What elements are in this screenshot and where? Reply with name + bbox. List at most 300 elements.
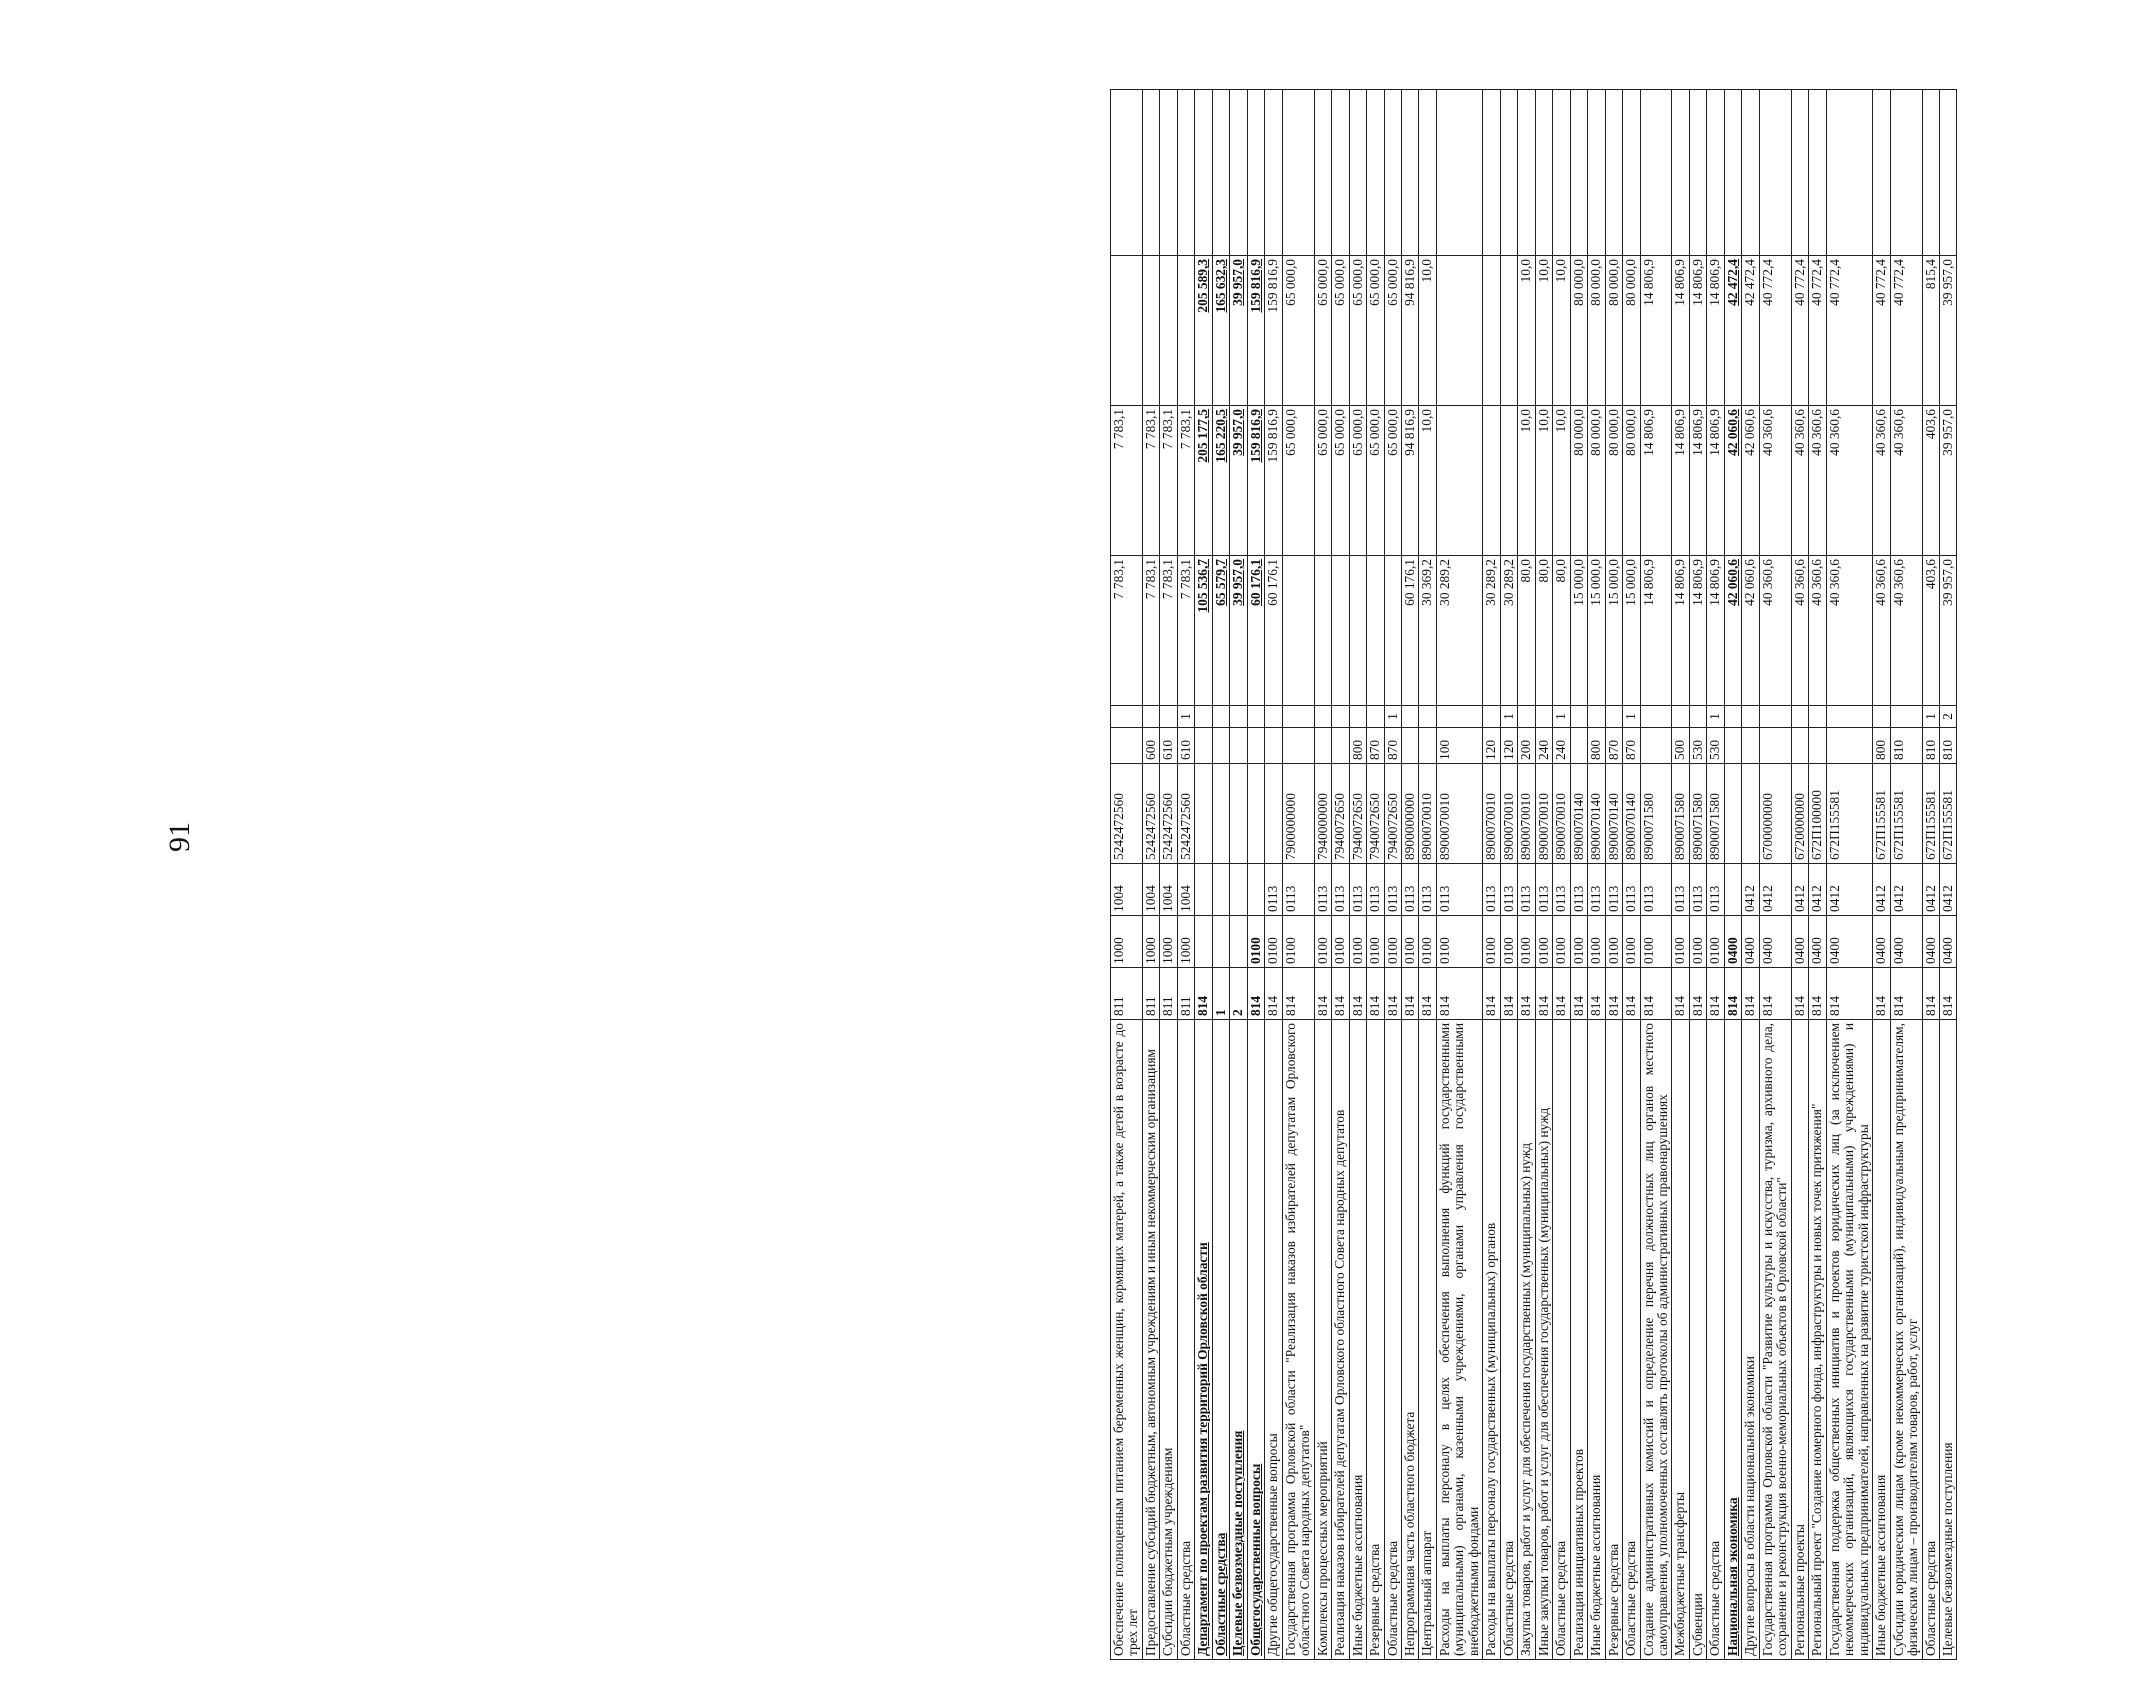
- section-code: 0100: [1623, 916, 1640, 968]
- amount-extra: [1588, 90, 1605, 256]
- source-code: 1: [1707, 706, 1724, 728]
- expense-type-code: [1570, 728, 1587, 764]
- subsection-code: 0113: [1623, 864, 1640, 916]
- amount-year-2: 205 177,5: [1195, 406, 1212, 556]
- amount-year-1: 80,0: [1553, 556, 1570, 706]
- table-row: [1142, 90, 1159, 1660]
- row-name: Закупка товаров, работ и услуг для обеспечения государственных (муниципальных) нужд: [1518, 1020, 1535, 1660]
- section-code: 0100: [1535, 916, 1552, 968]
- row-name: Расходы на выплаты персоналу государственных (муниципальных) органов: [1483, 1020, 1500, 1660]
- expense-type-code: [1332, 728, 1349, 764]
- source-code: [1759, 706, 1791, 728]
- source-code: 1: [1922, 706, 1939, 728]
- section-code: 0100: [1332, 916, 1349, 968]
- grbs-code: 1: [1212, 968, 1229, 1020]
- target-article-code: [1742, 764, 1759, 864]
- grbs-code: 814: [1247, 968, 1264, 1020]
- table-row: [1570, 90, 1587, 1660]
- amount-year-1: 15 000,0: [1605, 556, 1622, 706]
- section-code: 0100: [1419, 916, 1436, 968]
- section-code: 0400: [1922, 916, 1939, 968]
- amount-year-3: 40 772,4: [1809, 256, 1826, 406]
- amount-year-2: 42 060,6: [1724, 406, 1741, 556]
- grbs-code: 814: [1436, 968, 1482, 1020]
- amount-year-1: 42 060,6: [1742, 556, 1759, 706]
- amount-extra: [1111, 90, 1143, 256]
- subsection-code: 0412: [1742, 864, 1759, 916]
- expense-type-code: [1230, 728, 1247, 764]
- section-code: 0100: [1672, 916, 1689, 968]
- expense-type-code: [1724, 728, 1741, 764]
- expense-type-code: 120: [1483, 728, 1500, 764]
- grbs-code: 814: [1332, 968, 1349, 1020]
- grbs-code: 814: [1265, 968, 1282, 1020]
- target-article-code: [1230, 764, 1247, 864]
- amount-year-3: 40 772,4: [1890, 256, 1922, 406]
- amount-year-3: 14 806,9: [1672, 256, 1689, 406]
- grbs-code: 814: [1314, 968, 1331, 1020]
- amount-extra: [1724, 90, 1741, 256]
- target-article-code: [1724, 764, 1741, 864]
- amount-year-1: 30 289,2: [1483, 556, 1500, 706]
- subsection-code: 0113: [1419, 864, 1436, 916]
- grbs-code: 814: [1922, 968, 1939, 1020]
- table-row: [1742, 90, 1759, 1660]
- amount-year-1: [1384, 556, 1401, 706]
- amount-year-3: 14 806,9: [1640, 256, 1672, 406]
- target-article-code: 8900070010: [1436, 764, 1482, 864]
- amount-year-2: 7 783,1: [1160, 406, 1177, 556]
- target-article-code: 672П155581: [1826, 764, 1872, 864]
- expense-type-code: [1212, 728, 1229, 764]
- source-code: [1212, 706, 1229, 728]
- amount-year-3: 40 772,4: [1791, 256, 1808, 406]
- amount-year-2: 159 816,9: [1265, 406, 1282, 556]
- subsection-code: 0113: [1483, 864, 1500, 916]
- expense-type-code: [1401, 728, 1418, 764]
- row-name: Областные средства: [1623, 1020, 1640, 1660]
- subsection-code: 0113: [1265, 864, 1282, 916]
- table-row: [1332, 90, 1349, 1660]
- row-name: Субвенции: [1689, 1020, 1706, 1660]
- section-code: 0100: [1570, 916, 1587, 968]
- expense-type-code: [1282, 728, 1314, 764]
- table-row: [1367, 90, 1384, 1660]
- section-code: 0400: [1724, 916, 1741, 968]
- target-article-code: [1212, 764, 1229, 864]
- section-code: 0100: [1640, 916, 1672, 968]
- amount-year-1: 40 360,6: [1791, 556, 1808, 706]
- grbs-code: 814: [1623, 968, 1640, 1020]
- budget-table-body: [1111, 90, 1957, 1660]
- row-name: Другие вопросы в области национальной экономики: [1742, 1020, 1759, 1660]
- target-article-code: 7940000000: [1314, 764, 1331, 864]
- source-code: [1401, 706, 1418, 728]
- amount-extra: [1672, 90, 1689, 256]
- expense-type-code: 240: [1535, 728, 1552, 764]
- amount-year-1: 30 289,2: [1436, 556, 1482, 706]
- subsection-code: [1230, 864, 1247, 916]
- table-row: [1384, 90, 1401, 1660]
- amount-year-2: 14 806,9: [1672, 406, 1689, 556]
- amount-year-1: [1282, 556, 1314, 706]
- amount-year-2: 65 000,0: [1367, 406, 1384, 556]
- source-code: 2: [1939, 706, 1956, 728]
- amount-extra: [1809, 90, 1826, 256]
- target-article-code: 672П155581: [1890, 764, 1922, 864]
- amount-year-3: 159 816,9: [1265, 256, 1282, 406]
- expense-type-code: 610: [1160, 728, 1177, 764]
- amount-year-3: 65 000,0: [1349, 256, 1366, 406]
- amount-extra: [1367, 90, 1384, 256]
- section-code: 0100: [1689, 916, 1706, 968]
- subsection-code: 0113: [1640, 864, 1672, 916]
- amount-year-3: 14 806,9: [1689, 256, 1706, 406]
- section-code: 0100: [1707, 916, 1724, 968]
- target-article-code: 8900070140: [1588, 764, 1605, 864]
- amount-extra: [1922, 90, 1939, 256]
- amount-year-2: 14 806,9: [1689, 406, 1706, 556]
- section-code: 0400: [1873, 916, 1890, 968]
- section-code: 0100: [1605, 916, 1622, 968]
- row-name: Непрограммная часть областного бюджета: [1401, 1020, 1418, 1660]
- target-article-code: 8900000000: [1401, 764, 1418, 864]
- amount-extra: [1247, 90, 1264, 256]
- amount-year-2: [1483, 406, 1500, 556]
- amount-extra: [1939, 90, 1956, 256]
- subsection-code: [1724, 864, 1741, 916]
- grbs-code: 814: [1707, 968, 1724, 1020]
- table-row: [1724, 90, 1741, 1660]
- grbs-code: 814: [1195, 968, 1212, 1020]
- expense-type-code: [1247, 728, 1264, 764]
- source-code: [1791, 706, 1808, 728]
- expense-type-code: [1791, 728, 1808, 764]
- section-code: 0100: [1265, 916, 1282, 968]
- amount-year-1: 40 360,6: [1890, 556, 1922, 706]
- source-code: [1588, 706, 1605, 728]
- subsection-code: 0113: [1672, 864, 1689, 916]
- source-code: [1640, 706, 1672, 728]
- amount-year-2: 159 816,9: [1247, 406, 1264, 556]
- amount-year-3: 40 772,4: [1873, 256, 1890, 406]
- amount-year-2: 42 060,6: [1742, 406, 1759, 556]
- amount-year-1: 15 000,0: [1623, 556, 1640, 706]
- amount-year-2: 80 000,0: [1605, 406, 1622, 556]
- subsection-code: 0113: [1689, 864, 1706, 916]
- expense-type-code: 100: [1436, 728, 1482, 764]
- amount-year-2: 10,0: [1419, 406, 1436, 556]
- grbs-code: 814: [1535, 968, 1552, 1020]
- row-name: Субсидии юридическим лицам (кроме некоммерческих организаций), индивидуальным предпринимателям, физическим лицам – производителям товаров, работ, услуг: [1890, 1020, 1922, 1660]
- amount-year-3: 10,0: [1535, 256, 1552, 406]
- table-row: [1605, 90, 1622, 1660]
- table-row: [1890, 90, 1922, 1660]
- amount-year-3: [1160, 256, 1177, 406]
- amount-year-2: 40 360,6: [1791, 406, 1808, 556]
- source-code: [1826, 706, 1872, 728]
- row-name: Центральный аппарат: [1419, 1020, 1436, 1660]
- expense-type-code: [1195, 728, 1212, 764]
- amount-extra: [1640, 90, 1672, 256]
- section-code: 0400: [1791, 916, 1808, 968]
- source-code: 1: [1623, 706, 1640, 728]
- section-code: 0100: [1518, 916, 1535, 968]
- amount-extra: [1873, 90, 1890, 256]
- subsection-code: 0412: [1890, 864, 1922, 916]
- expense-type-code: 530: [1707, 728, 1724, 764]
- subsection-code: 0412: [1791, 864, 1808, 916]
- amount-year-3: 65 000,0: [1332, 256, 1349, 406]
- grbs-code: 814: [1384, 968, 1401, 1020]
- amount-year-2: 80 000,0: [1570, 406, 1587, 556]
- expense-type-code: 800: [1588, 728, 1605, 764]
- amount-year-2: 40 360,6: [1890, 406, 1922, 556]
- subsection-code: 0113: [1314, 864, 1331, 916]
- amount-extra: [1707, 90, 1724, 256]
- grbs-code: 814: [1873, 968, 1890, 1020]
- row-name: Резервные средства: [1605, 1020, 1622, 1660]
- table-row: [1483, 90, 1500, 1660]
- amount-year-3: 10,0: [1553, 256, 1570, 406]
- target-article-code: 8900070010: [1553, 764, 1570, 864]
- target-article-code: [1265, 764, 1282, 864]
- grbs-code: 814: [1419, 968, 1436, 1020]
- row-name: Обеспечение полноценным питанием беременных женщин, кормящих матерей, а также детей в возрасте до трех лет: [1111, 1020, 1143, 1660]
- amount-year-3: 65 000,0: [1384, 256, 1401, 406]
- expense-type-code: [1419, 728, 1436, 764]
- amount-year-3: [1142, 256, 1159, 406]
- amount-year-1: 15 000,0: [1588, 556, 1605, 706]
- table-row: [1314, 90, 1331, 1660]
- amount-year-3: 80 000,0: [1570, 256, 1587, 406]
- grbs-code: 814: [1570, 968, 1587, 1020]
- table-row: [1419, 90, 1436, 1660]
- grbs-code: 814: [1605, 968, 1622, 1020]
- row-name: Департамент по проектам развития территорий Орловской области: [1195, 1020, 1212, 1660]
- source-code: [1332, 706, 1349, 728]
- table-row: [1401, 90, 1418, 1660]
- subsection-code: 0113: [1367, 864, 1384, 916]
- row-name: Областные средства: [1707, 1020, 1724, 1660]
- amount-year-3: [1111, 256, 1143, 406]
- amount-extra: [1212, 90, 1229, 256]
- section-code: 0100: [1483, 916, 1500, 968]
- section-code: 0100: [1384, 916, 1401, 968]
- grbs-code: 814: [1500, 968, 1517, 1020]
- target-article-code: 7900000000: [1282, 764, 1314, 864]
- amount-year-1: 60 176,1: [1265, 556, 1282, 706]
- amount-extra: [1177, 90, 1194, 256]
- section-code: 0100: [1247, 916, 1264, 968]
- amount-year-3: 80 000,0: [1623, 256, 1640, 406]
- section-code: 0100: [1401, 916, 1418, 968]
- section-code: [1212, 916, 1229, 968]
- amount-year-2: 7 783,1: [1142, 406, 1159, 556]
- amount-extra: [1518, 90, 1535, 256]
- amount-extra: [1623, 90, 1640, 256]
- expense-type-code: 870: [1623, 728, 1640, 764]
- amount-year-2: 65 000,0: [1332, 406, 1349, 556]
- section-code: 1000: [1177, 916, 1194, 968]
- expense-type-code: 870: [1384, 728, 1401, 764]
- amount-year-2: 7 783,1: [1111, 406, 1143, 556]
- expense-type-code: [1809, 728, 1826, 764]
- target-article-code: 5242472560: [1142, 764, 1159, 864]
- amount-year-1: 7 783,1: [1177, 556, 1194, 706]
- amount-year-1: 403,6: [1922, 556, 1939, 706]
- expense-type-code: 610: [1177, 728, 1194, 764]
- source-code: [1367, 706, 1384, 728]
- source-code: [1230, 706, 1247, 728]
- subsection-code: 0113: [1707, 864, 1724, 916]
- amount-year-2: 39 957,0: [1939, 406, 1956, 556]
- row-name: Государственная программа Орловской области "Реализация наказов избирателей депутатам Орловского областного Совета народных депутатов": [1282, 1020, 1314, 1660]
- subsection-code: 0113: [1282, 864, 1314, 916]
- amount-year-3: 80 000,0: [1605, 256, 1622, 406]
- section-code: 1000: [1142, 916, 1159, 968]
- expense-type-code: [1742, 728, 1759, 764]
- amount-year-3: [1500, 256, 1517, 406]
- amount-year-2: 10,0: [1535, 406, 1552, 556]
- amount-extra: [1349, 90, 1366, 256]
- amount-year-1: [1349, 556, 1366, 706]
- amount-year-3: 80 000,0: [1588, 256, 1605, 406]
- expense-type-code: 200: [1518, 728, 1535, 764]
- expense-type-code: [1265, 728, 1282, 764]
- source-code: [1436, 706, 1482, 728]
- amount-year-3: 159 816,9: [1247, 256, 1264, 406]
- source-code: [1570, 706, 1587, 728]
- table-row: [1588, 90, 1605, 1660]
- amount-year-1: 14 806,9: [1689, 556, 1706, 706]
- table-row: [1535, 90, 1552, 1660]
- amount-year-3: 10,0: [1518, 256, 1535, 406]
- amount-extra: [1314, 90, 1331, 256]
- amount-extra: [1282, 90, 1314, 256]
- amount-year-1: 39 957,0: [1939, 556, 1956, 706]
- subsection-code: 1004: [1111, 864, 1143, 916]
- table-row: [1809, 90, 1826, 1660]
- amount-year-2: 7 783,1: [1177, 406, 1194, 556]
- target-article-code: 5242472560: [1111, 764, 1143, 864]
- row-name: Предоставление субсидий бюджетным, автономным учреждениям и иным некоммерческим организациям: [1142, 1020, 1159, 1660]
- amount-year-3: [1483, 256, 1500, 406]
- section-code: 0100: [1436, 916, 1482, 968]
- section-code: [1230, 916, 1247, 968]
- section-code: [1195, 916, 1212, 968]
- target-article-code: [1247, 764, 1264, 864]
- target-article-code: 8900070140: [1605, 764, 1622, 864]
- expense-type-code: 500: [1672, 728, 1689, 764]
- target-article-code: [1195, 764, 1212, 864]
- amount-year-2: 10,0: [1553, 406, 1570, 556]
- target-article-code: 672П100000: [1809, 764, 1826, 864]
- subsection-code: 0113: [1401, 864, 1418, 916]
- amount-extra: [1332, 90, 1349, 256]
- section-code: 0400: [1890, 916, 1922, 968]
- table-row: [1247, 90, 1264, 1660]
- subsection-code: 0113: [1535, 864, 1552, 916]
- section-code: 0100: [1314, 916, 1331, 968]
- target-article-code: 8900070010: [1419, 764, 1436, 864]
- grbs-code: 814: [1791, 968, 1808, 1020]
- subsection-code: 0113: [1332, 864, 1349, 916]
- row-name: Комплексы процессных мероприятий: [1314, 1020, 1331, 1660]
- row-name: Региональный проект "Создание номерного фонда, инфраструктуры и новых точек притяжения": [1809, 1020, 1826, 1660]
- row-name: Общегосударственные вопросы: [1247, 1020, 1264, 1660]
- amount-year-1: 65 579,7: [1212, 556, 1229, 706]
- row-name: Создание административных комиссий и определение перечня должностных лиц органов местного самоуправления, уполномоченных составлять протоколы об административных правонарушениях: [1640, 1020, 1672, 1660]
- subsection-code: 0412: [1826, 864, 1872, 916]
- target-article-code: 8900071580: [1689, 764, 1706, 864]
- amount-extra: [1265, 90, 1282, 256]
- amount-extra: [1160, 90, 1177, 256]
- subsection-code: 0113: [1500, 864, 1517, 916]
- target-article-code: 5242472560: [1177, 764, 1194, 864]
- table-row: [1160, 90, 1177, 1660]
- source-code: [1160, 706, 1177, 728]
- amount-year-2: 65 000,0: [1384, 406, 1401, 556]
- subsection-code: [1195, 864, 1212, 916]
- table-row: [1212, 90, 1229, 1660]
- source-code: [1724, 706, 1741, 728]
- amount-year-3: 42 472,4: [1724, 256, 1741, 406]
- amount-extra: [1826, 90, 1872, 256]
- target-article-code: 8900071580: [1672, 764, 1689, 864]
- amount-year-3: 65 000,0: [1367, 256, 1384, 406]
- target-article-code: 8900070010: [1518, 764, 1535, 864]
- grbs-code: 814: [1349, 968, 1366, 1020]
- target-article-code: 8900070140: [1570, 764, 1587, 864]
- row-name: Субсидии бюджетным учреждениям: [1160, 1020, 1177, 1660]
- amount-year-1: 40 360,6: [1826, 556, 1872, 706]
- grbs-code: 814: [1724, 968, 1741, 1020]
- amount-year-2: 403,6: [1922, 406, 1939, 556]
- row-name: Областные средства: [1384, 1020, 1401, 1660]
- amount-year-1: [1314, 556, 1331, 706]
- table-row: [1759, 90, 1791, 1660]
- table-row: [1518, 90, 1535, 1660]
- section-code: 1000: [1111, 916, 1143, 968]
- amount-extra: [1890, 90, 1922, 256]
- grbs-code: 814: [1367, 968, 1384, 1020]
- amount-year-2: 80 000,0: [1623, 406, 1640, 556]
- amount-year-1: 60 176,1: [1247, 556, 1264, 706]
- subsection-code: 0113: [1518, 864, 1535, 916]
- amount-year-1: 14 806,9: [1672, 556, 1689, 706]
- source-code: [1247, 706, 1264, 728]
- amount-year-3: 14 806,9: [1707, 256, 1724, 406]
- amount-year-1: 7 783,1: [1111, 556, 1143, 706]
- expense-type-code: [1826, 728, 1872, 764]
- budget-table: [1110, 89, 1957, 1660]
- table-row: [1689, 90, 1706, 1660]
- row-name: Государственная программа Орловской области "Развитие культуры и искусства, туризма, архивного дела, сохранение и реконструкция военно-мемориальных объектов в Орловской области": [1759, 1020, 1791, 1660]
- subsection-code: [1212, 864, 1229, 916]
- grbs-code: 814: [1518, 968, 1535, 1020]
- expense-type-code: 810: [1922, 728, 1939, 764]
- amount-year-3: 39 957,0: [1230, 256, 1247, 406]
- amount-extra: [1436, 90, 1482, 256]
- row-name: Областные средства: [1212, 1020, 1229, 1660]
- amount-year-3: 40 772,4: [1826, 256, 1872, 406]
- table-row: [1922, 90, 1939, 1660]
- amount-year-3: 42 472,4: [1742, 256, 1759, 406]
- row-name: Областные средства: [1500, 1020, 1517, 1660]
- section-code: 0100: [1553, 916, 1570, 968]
- table-row: [1672, 90, 1689, 1660]
